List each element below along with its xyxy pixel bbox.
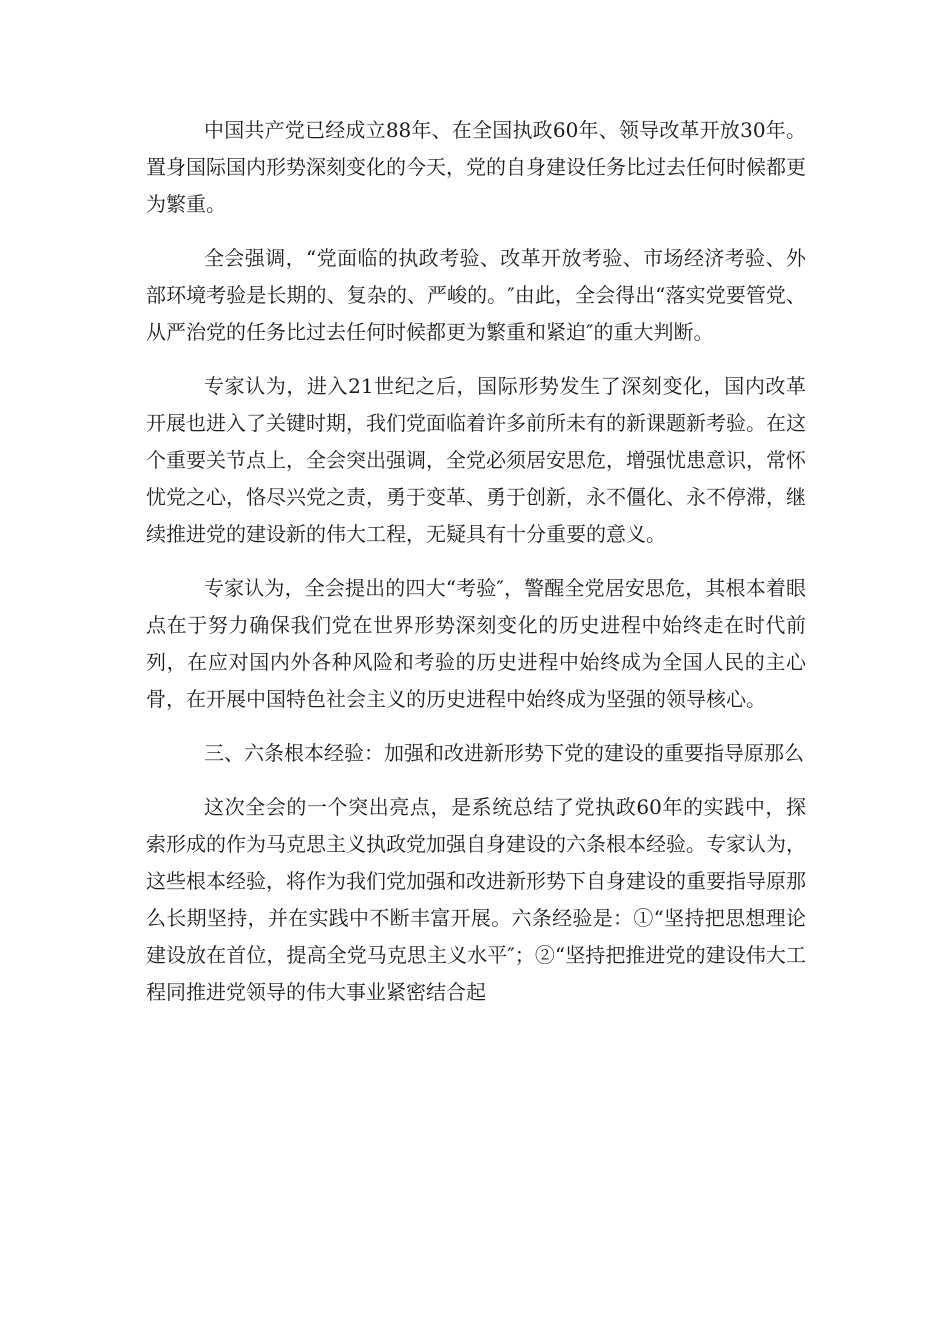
document-body <box>146 112 806 1028</box>
paragraph-plenum-emphasis: 全会强调，“党面临的执政考验、改革开放考验、市场经济考验、外部环境考验是长期的、复杂的、严峻的。″由此，全会得出“落实党要管党、从严治党的任务比过去任何时候都更为繁重和紧迫″的重大判断。 <box>146 246 806 344</box>
section-heading-six-experiences: 三、六条根本经验：加强和改进新形势下党的建设的重要指导原那么 <box>204 741 804 765</box>
paragraph-party-anniversary: 中国共产党已经成立88年、在全国执政60年、领导改革开放30年。置身国际国内形势深刻变化的今天，党的自身建设任务比过去任何时候都更为繁重。 <box>146 118 806 216</box>
paragraph-expert-view-21st-century: 专家认为，进入21世纪之后，国际形势发生了深刻变化，国内改革开展也进入了关键时期，我们党面临着许多前所未有的新课题新考验。在这个重要关节点上，全会突出强调，全党必须居安思危，增强忧患意识，常怀忧党之心，恪尽兴党之责，勇于变革、勇于创新，永不僵化、永不停滞，继续推进党的建设新的伟大工程，无疑具有十分重要的意义。 <box>146 374 806 546</box>
paragraph-expert-view-four-tests: 专家认为，全会提出的四大“考验″，警醒全党居安思危，其根本着眼点在于努力确保我们党在世界形势深刻变化的历史进程中始终走在时代前列，在应对国内外各种风险和考验的历史进程中始终成为全国人民的主心骨，在开展中国特色社会主义的历史进程中始终成为坚强的领导核心。 <box>146 576 806 711</box>
paragraph-six-experiences: 这次全会的一个突出亮点，是系统总结了党执政60年的实践中，探索形成的作为马克思主义执政党加强自身建设的六条根本经验。专家认为，这些根本经验，将作为我们党加强和改进新形势下自身建设的重要指导原那么长期坚持，并在实践中不断丰富开展。六条经验是：①“坚持把思想理论建设放在首位，提高全党马克思主义水平″；②“坚持把推进党的建设伟大工程同推进党领导的伟大事业紧密结合起 <box>146 795 806 1004</box>
